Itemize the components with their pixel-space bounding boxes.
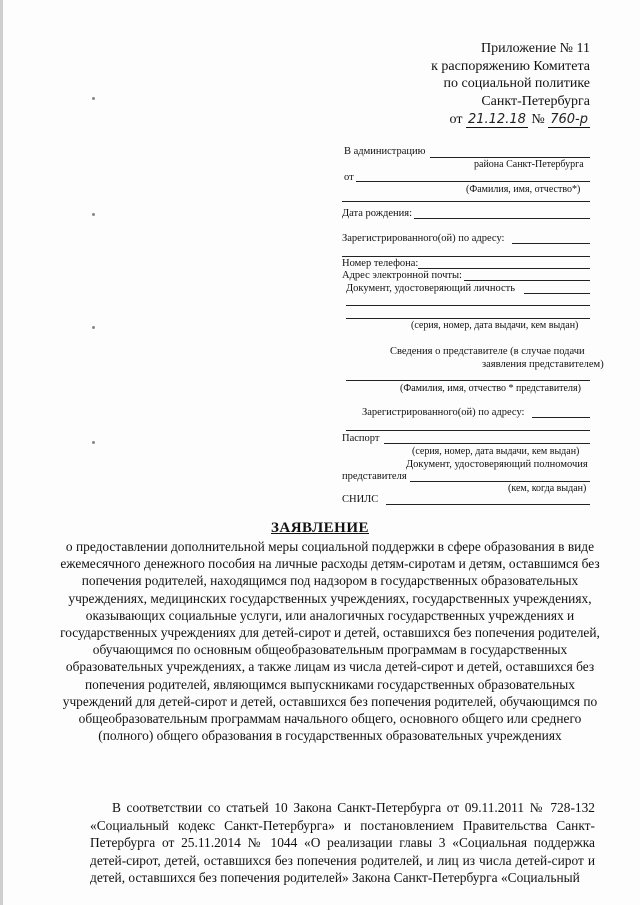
admin-field-line (430, 157, 590, 158)
appendix-line-2: к распоряжению Комитета (431, 58, 590, 74)
appendix-line-3: по социальной политике (443, 76, 590, 91)
authority-doc-line-1: Документ, удостоверяющий полномочия (406, 459, 588, 470)
id-doc-line-2 (346, 305, 590, 306)
margin-mark (92, 441, 95, 444)
appendix-date-line: от 21.12.18 № 760-р (449, 112, 588, 127)
passport-line (384, 443, 590, 444)
rep-fio-hint: (Фамилия, имя, отчество * представителя) (400, 383, 581, 394)
fio-hint: (Фамилия, имя, отчество*) (466, 184, 581, 195)
authority-doc-line-2: представителя (342, 471, 407, 482)
document-subject: о предоставлении дополнительной меры социальной поддержки в сфере образования в виде ежемесячного денежного пособия на личные расходы детям-сиротам и детям, оставшимся без попечения родителей, находящимся под надзором в государственных образовательных учреждениях, медицинских государственных учреждениях, государственных учреждениях, оказывающих социальные услуги, или аналогичных государственных учреждениях и государственных учреждениях для детей-сирот и детей, оставшихся без попечения родителей, обучающимся по основным общеобразовательным программам в государственных образовательных учреждениях, а также лицам из числа детей-сирот и детей, оставшихся без попечения родителей, являющимся выпускниками государственных образовательных учреждений для детей-сирот и детей, оставшихся без попечения родителей, обучающимся по общеобразовательным программам начального общего, основного общего или среднего (полного) общего образования в государственных образовательных учреждениях (60, 539, 600, 744)
rep-registered-label: Зарегистрированного(ой) по адресу: (362, 407, 525, 418)
birth-date-line (414, 218, 590, 219)
from-label: от (344, 172, 354, 183)
birth-date-label: Дата рождения: (342, 208, 413, 219)
id-hint: (серия, номер, дата выдачи, кем выдан) (411, 320, 579, 331)
rep-info-line-1: Сведения о представителе (в случае подачи (390, 346, 585, 357)
id-doc-label: Документ, удостоверяющий личность (346, 283, 515, 294)
rep-registered-line (532, 417, 590, 418)
registered-line (512, 243, 590, 244)
handwritten-number: 760-р (550, 112, 588, 127)
appendix-line-4: Санкт-Петербурга (481, 93, 590, 109)
passport-hint: (серия, номер, дата выдачи, кем выдан) (412, 446, 580, 457)
rep-info-line-2: заявления представителем) (482, 359, 604, 370)
authority-doc-line (410, 481, 590, 482)
margin-mark (92, 213, 95, 216)
document-body: В соответствии со статьей 10 Закона Санкт-Петербурга от 09.11.2011 № 728-132 «Социальный кодекс Санкт-Петербурга» и постановлением Правительства Санкт-Петербурга от 25.11.2014 № 1044 «О реализации главы 3 «Социальная поддержка детей-сирот, детей, оставшихся без попечения родителей, и лиц из числа детей-сирот и детей, оставшихся без попечения родителей» Закона Санкт-Петербурга «Социальный (90, 800, 595, 886)
rep-fio-line (346, 380, 590, 381)
email-label: Адрес электронной почты: (342, 270, 462, 281)
appendix-line-1: Приложение № 11 (481, 41, 590, 56)
registered-label: Зарегистрированного(ой) по адресу: (342, 233, 505, 244)
handwritten-date: 21.12.18 (467, 112, 526, 127)
phone-label: Номер телефона: (342, 258, 419, 269)
passport-label: Паспорт (342, 433, 380, 444)
document-title: ЗАЯВЛЕНИЕ (270, 520, 370, 536)
margin-mark (92, 326, 95, 329)
registered-line-2 (342, 256, 590, 257)
to-admin-label: В администрацию (344, 146, 426, 157)
margin-mark (92, 97, 95, 100)
page-edge (0, 0, 3, 905)
id-doc-line-3 (346, 318, 590, 319)
fio-field-line (342, 201, 590, 202)
district-hint: района Санкт-Петербурга (474, 159, 584, 170)
rep-registered-line-2 (346, 430, 590, 431)
appendix-block (330, 40, 590, 129)
phone-line (418, 268, 590, 269)
snils-label: СНИЛС (342, 494, 379, 505)
snils-line (386, 504, 590, 505)
authority-hint: (кем, когда выдан) (508, 483, 587, 494)
email-line (464, 280, 590, 281)
id-doc-line (524, 293, 590, 294)
from-field-line (356, 181, 590, 182)
